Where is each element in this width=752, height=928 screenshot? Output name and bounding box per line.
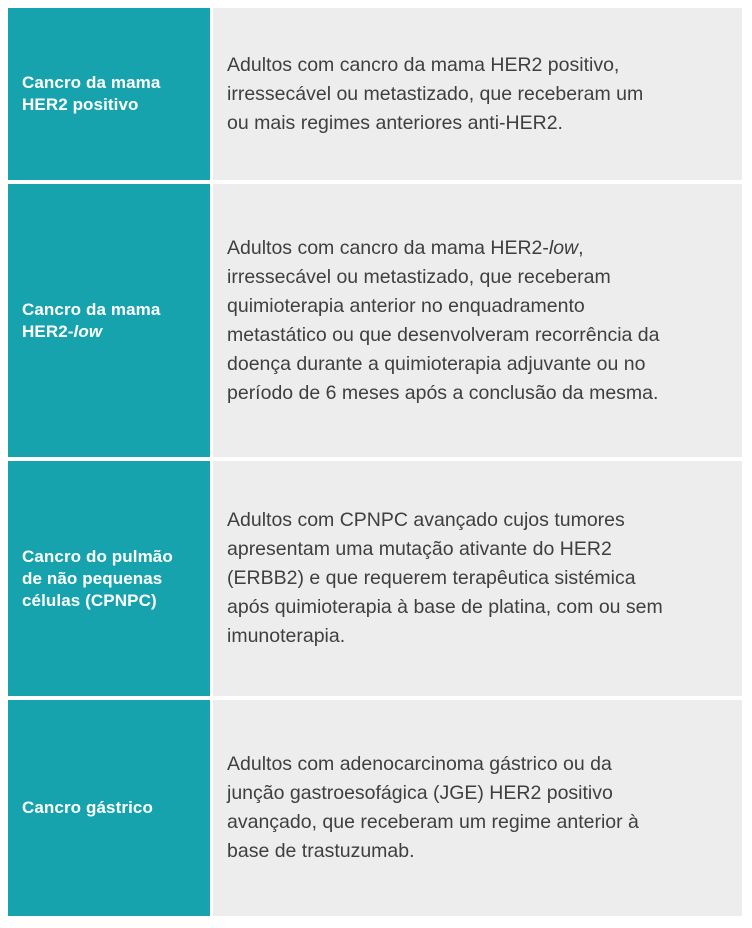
description-line: metastático ou que desenvolveram recorrência da [227,323,660,346]
indication-description [227,234,660,408]
indication-label-cell [8,700,210,916]
indication-description-cell [213,184,742,457]
indication-label [22,797,153,819]
description-line: Adultos com adenocarcinoma gástrico ou da [227,753,612,775]
indication-label-cell [8,461,210,696]
table-row [8,184,742,457]
description-line: junção gastroesofágica (JGE) HER2 positivo [227,782,613,804]
description-suffix: , [578,236,584,259]
indication-label-cell [8,184,210,457]
label-line [22,321,160,343]
description-line: apresentam uma mutação ativante do HER2 [227,538,612,560]
indication-label [22,72,160,116]
description-line: base de trastuzumab. [227,840,415,862]
description-line: quimioterapia anterior no enquadramento [227,294,585,317]
label-italic: low [73,321,103,341]
label-prefix: HER2- [22,321,74,341]
indication-description [227,51,643,138]
description-line: doença durante a quimioterapia adjuvante ou no [227,352,646,375]
indication-description-cell [213,461,742,696]
table-row [8,700,742,916]
description-line: ou mais regimes anteriores anti-HER2. [227,111,563,134]
indication-description [227,506,663,651]
description-line: Adultos com cancro da mama HER2 positivo, [227,53,620,76]
description-italic: low [548,236,579,259]
label-line: HER2 positivo [22,95,139,114]
description-line: avançado, que receberam um regime anterior à [227,811,639,833]
description-line: irressecável ou metastizado, que receberam [227,265,611,288]
label-line: de não pequenas [22,568,163,588]
indication-description [227,750,639,866]
description-prefix: Adultos com cancro da mama HER2- [227,236,549,259]
description-line [227,234,660,263]
indications-table [8,8,742,916]
description-line: período de 6 meses após a conclusão da mesma. [227,381,659,404]
indication-description-cell [213,8,742,180]
label-line: Cancro gástrico [22,798,153,817]
table-row [8,8,742,180]
description-line: após quimioterapia à base de platina, com ou sem [227,596,663,618]
label-line: Cancro da mama [22,73,161,92]
indication-label [22,546,173,612]
indication-label-cell [8,8,210,180]
table-row [8,461,742,696]
description-line: imunoterapia. [227,625,346,647]
indication-label [22,299,160,343]
label-line: Cancro da mama [22,299,161,319]
label-line: Cancro do pulmão [22,546,173,566]
description-line: Adultos com CPNPC avançado cujos tumores [227,509,625,531]
description-line: (ERBB2) e que requerem terapêutica sistémica [227,567,636,589]
description-line: irressecável ou metastizado, que receberam um [227,82,644,105]
label-line: células (CPNPC) [22,590,157,610]
indication-description-cell [213,700,742,916]
